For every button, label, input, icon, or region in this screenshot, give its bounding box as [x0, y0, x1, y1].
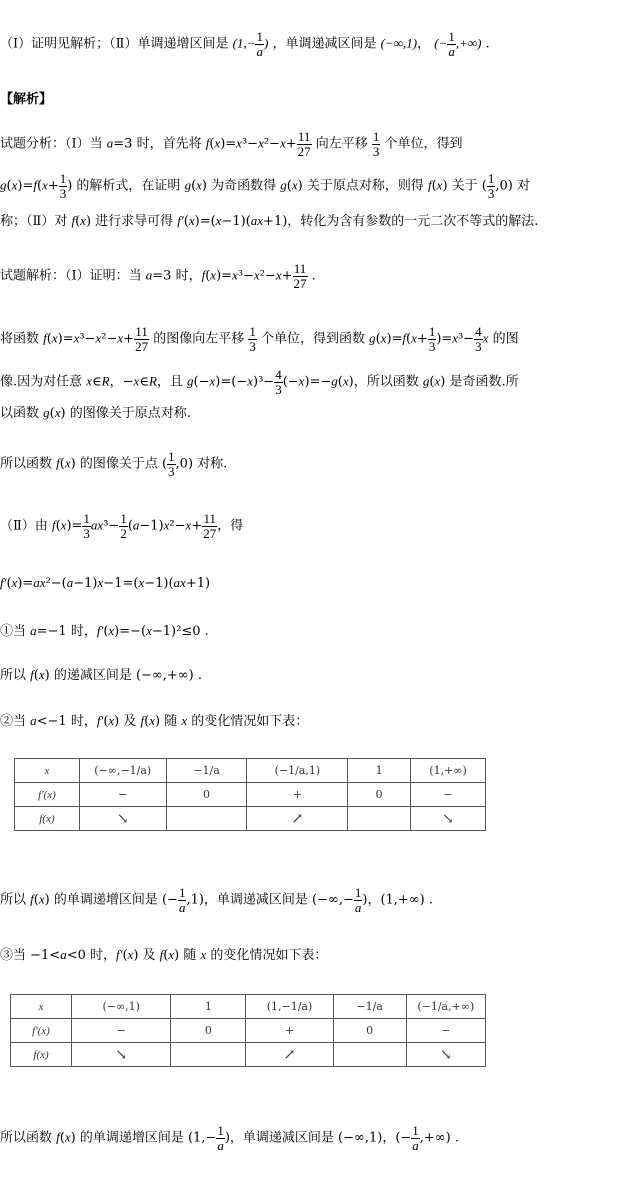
solution-line-8: ①当 a=−1 时，f′(x)=−(x−1)²≤0 .: [0, 623, 209, 639]
jiexi-heading: 【解析】: [0, 92, 53, 107]
decrease-arrow-icon: ↘: [79, 807, 166, 831]
solution-line-13: 所以函数 f(x) 的单调递增区间是 (1,− $\frac{1}{a}$ )，单调递减区间是 (−∞,1)，(− $\frac{1}{a}$ ,+∞) .: [0, 1123, 459, 1153]
solution-line-5: 所以函数 f(x) 的图像关于点 ( $\frac{1}{3}$ ,0) 对称.: [0, 449, 228, 479]
table-row: f(x) ↘ ↗ ↘: [11, 1043, 486, 1067]
analysis-line-1: 试题分析：（Ⅰ）当 a=3 时，首先将 f(x)=x³−x²−x+ $\frac{11}{27}$ 向左平移 $\frac{1}{3}$ 个单位，得到: [0, 129, 463, 159]
analysis-line-2: g(x)=f(x+ $\frac{1}{3}$ ) 的解析式，在证明 g(x) 为奇函数得 g(x) 关于原点对称，则得 f(x) 关于 ( $\frac{1}{3}$ ,0) 对: [0, 171, 530, 201]
answer-text: （Ⅰ）证明见解析；（Ⅱ）单调递增区间是: [0, 36, 229, 52]
solution-line-10: ②当 a<−1 时，f′(x) 及 f(x) 随 x 的变化情况如下表：: [0, 713, 309, 729]
table-row: f(x) ↘ ↗ ↘: [15, 807, 486, 831]
solution-line-6: （Ⅱ）由 f(x)= $\frac{1}{3}$ ax³− $\frac{1}{2}$ (a−1)x²−x+ $\frac{11}{27}$ ，得: [0, 511, 244, 541]
increase-arrow-icon: ↗: [246, 1043, 333, 1067]
variation-table-1: [14, 758, 486, 831]
variation-table-2: [10, 994, 486, 1067]
solution-line-7: f′(x)=ax²−(a−1)x−1=(x−1)(ax+1): [0, 575, 211, 591]
table-row: f′(x) − 0 + 0 −: [11, 1019, 486, 1043]
solution-line-2: 将函数 f(x)=x³−x²−x+ $\frac{11}{27}$ 的图像向左平移 $\frac{1}{3}$ 个单位，得到函数 g(x)=f(x+ $\frac{1}{3}$ )=x³− $\frac{4}{3}$ x 的图: [0, 324, 519, 354]
analysis-line-3: 称；（Ⅱ）对 f(x) 进行求导可得 f′(x)=(x−1)(ax+1)，转化为含有参数的一元二次不等式的解法.: [0, 213, 539, 229]
increase-arrow-icon: ↗: [247, 807, 348, 831]
answer-line: （Ⅰ）证明见解析；（Ⅱ）单调递增区间是 (1,− $\frac{1}{a}$ ) ，单调递减区间是 (−∞,1)， (− $\frac{1}{a}$ ,+∞) .: [0, 29, 490, 59]
solution-line-1: 试题解析：（Ⅰ）证明：当 a=3 时，f(x)=x³−x²−x+ $\frac{11}{27}$ .: [0, 261, 316, 291]
decrease-arrow-icon: ↘: [406, 1043, 485, 1067]
solution-line-4: 以函数 g(x) 的图像关于原点对称.: [0, 405, 191, 421]
decrease-arrow-icon: ↘: [72, 1043, 171, 1067]
decrease-arrow-icon: ↘: [411, 807, 486, 831]
solution-line-3: 像.因为对任意 x∈R，−x∈R，且 g(−x)=(−x)³− $\frac{4}{3}$ (−x)=−g(x)，所以函数 g(x) 是奇函数.所: [0, 367, 519, 397]
solution-line-11: 所以 f(x) 的单调递增区间是 (− $\frac{1}{a}$ ,1)，单调递减区间是 (−∞,− $\frac{1}{a}$ )，(1,+∞) .: [0, 885, 433, 915]
table-row: x (−∞,1) 1 (1,−1/a) −1/a (−1/a,+∞): [11, 995, 486, 1019]
table-row: x (−∞,−1/a) −1/a (−1/a,1) 1 (1,+∞): [15, 759, 486, 783]
table-row: f′(x) − 0 + 0 −: [15, 783, 486, 807]
solution-line-9: 所以 f(x) 的递减区间是 (−∞,+∞) .: [0, 667, 202, 683]
solution-line-12: ③当 −1<a<0 时，f′(x) 及 f(x) 随 x 的变化情况如下表：: [0, 947, 328, 963]
